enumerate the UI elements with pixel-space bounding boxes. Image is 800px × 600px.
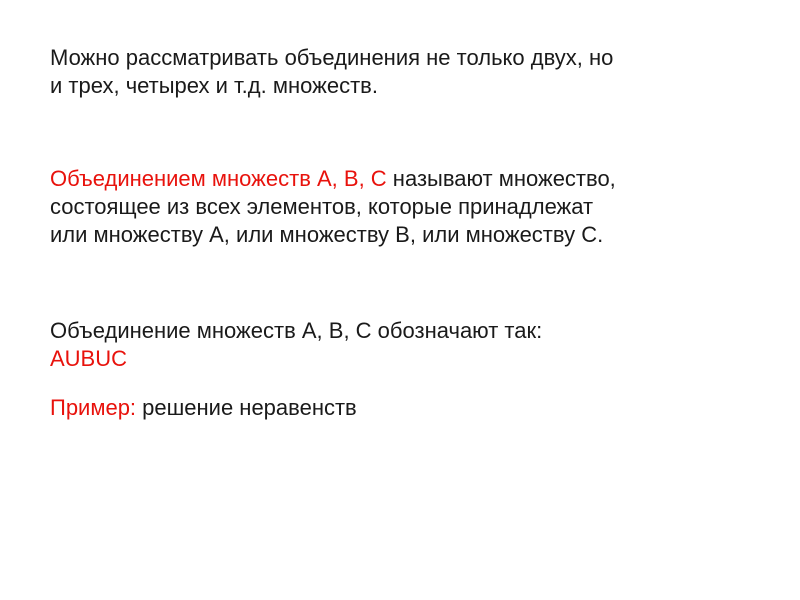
- definition-term: Объединением множеств А, В, С: [50, 166, 387, 191]
- union-notation: AUBUC: [50, 346, 128, 371]
- definition-line-2: состоящее из всех элементов, которые принадлежат: [50, 194, 594, 219]
- example-text: решение неравенств: [136, 395, 357, 420]
- definition-line-3: или множеству А, или множеству В, или множеству С.: [50, 222, 604, 247]
- example-line: [50, 394, 770, 422]
- definition-line-1: [50, 165, 770, 193]
- intro-line-1: Можно рассматривать объединения не только двух, но: [50, 45, 614, 70]
- example-paragraph: [50, 394, 770, 422]
- definition-line-1-rest: называют множество,: [386, 166, 616, 191]
- definition-paragraph: [50, 165, 770, 249]
- notation-paragraph: [50, 317, 770, 373]
- notation-line: Объединение множеств А, В, С обозначают так:: [50, 318, 543, 343]
- intro-line-2: и трех, четырех и т.д. множеств.: [50, 73, 378, 98]
- example-label: Пример:: [50, 395, 137, 420]
- intro-paragraph: [50, 44, 770, 100]
